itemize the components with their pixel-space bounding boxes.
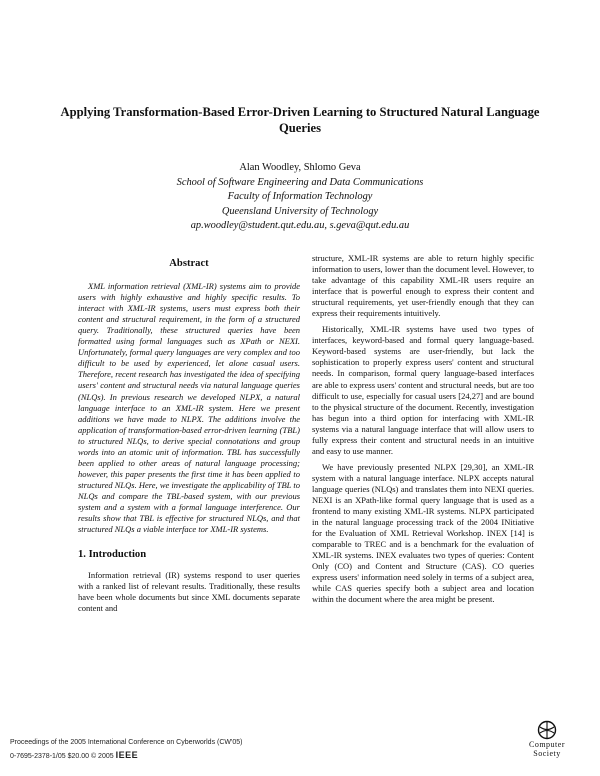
ieee-mark: IEEE <box>115 750 139 760</box>
proceedings-line: Proceedings of the 2005 International Conference on Cyberworlds (CW'05) <box>10 739 243 746</box>
author-block <box>100 161 500 234</box>
logo-text-society: Society <box>533 748 561 758</box>
introduction-heading: 1. Introduction <box>78 549 147 561</box>
left-column <box>78 258 300 614</box>
author-names: Alan Woodley, Shlomo Geva <box>239 162 361 173</box>
body-paragraph: structure, XML-IR systems are able to return highly specific information to users, lower than the document level. However, to take advantage of this capability XML-IR users require an interface that is powerful enough to express their content and structural requirements, yet user-friendly enough that they can express their requirements intuitively. <box>312 253 534 319</box>
introduction-text: Information retrieval (IR) systems respond to user queries with a ranked list of relevant results. Traditionally, these results have been whole documents but since XML documents separate content and <box>78 570 300 614</box>
paper-title: Applying Transformation-Based Error-Driven Learning to Structured Natural Language Queries <box>60 105 540 135</box>
isbn-text: 0-7695-2378-1/05 $20.00 © 2005 <box>10 753 114 760</box>
author-university: Queensland University of Technology <box>221 205 379 217</box>
abstract-text: XML information retrieval (XML-IR) systems aim to provide users with highly exhaustive and highly specific results. To interact with XML-IR systems, users must express both their content and structural requirement, in the form of a structured query. Traditionally, these structured queries have been formatted using formal languages such as XPath or NEXI. Unfortunately, formal query languages are very complex and too difficult to be used by experienced, let alone casual users. Therefore, recent research has investigated the idea of specifying users' content and structural needs via natural language queries (NLQs). In previous research we developed NLPX, a natural language interface to an XML-IR system. Here we present additions we have made to NLPX. The additions involve the application of transformation-based error-driven learning (TBL) to structured NLQs, to derive special connotations and group words into an atomic unit of information. TBL has successfully been applied to other areas of natural language processing; however, this paper presents the first time it has been applied to structured NLQs. Here, we investigate the applicability of TBL to NLQs and compare the TBL-based system, with our previous system and a system with a formal language interference. Our results show that TBL is effective for structured NLQs, and that structured NLQs a viable interface tor XML-IR systems. <box>78 281 300 535</box>
author-school: School of Software Engineering and Data Communications <box>176 176 424 188</box>
body-paragraph: Historically, XML-IR systems have used two types of interfaces, keyword-based and formal query language-based. Keyword-based systems are user-friendly, but lack the sophistication to properly express users' content and structural needs. In comparison, formal query language-based interfaces are able to express users' content and structural needs, but are too difficult to use, especially for casual users [24,27] and are bound to the physical structure of the document. Recently, investigation has begun into a third option for interfacing with XML-IR systems via a natural language interface that will allow users to fully express their content and structural needs in an intuitive and easy to use manner. <box>312 324 534 456</box>
author-faculty: Faculty of Information Technology <box>227 191 373 202</box>
body-paragraph: We have previously presented NLPX [29,30], an XML-IR system with a natural language interface. NLPX accepts natural language queries (NLQs) and translates them into NEXI queries. NEXI is an XPath-like formal query language that is used as a frontend to many existing XML-IR systems. NLPX participated in the natural language processing track of the 2004 INitiative for the Evaluation of XML Retrieval Workshop. INEX [14] is comparable to TREC and is a benchmark for the evaluation of XML-IR systems. INEX evaluates two types of queries: Content Only (CO) and Content and Structure (CAS). CO queries express users' information need solely in terms of a subject area, while CAS queries specify both a subject area and location within the document where the area might be present. <box>312 461 534 605</box>
right-column <box>312 253 534 605</box>
abstract-heading: Abstract <box>169 258 209 269</box>
proceedings-footer <box>10 736 242 763</box>
computer-society-icon <box>536 720 558 740</box>
author-emails[interactable]: ap.woodley@student.qut.edu.au, s.geva@qut.edu.au <box>190 220 410 231</box>
isbn-line <box>10 749 242 763</box>
logo-text-computer: Computer <box>529 740 565 749</box>
computer-society-logo <box>510 720 584 758</box>
